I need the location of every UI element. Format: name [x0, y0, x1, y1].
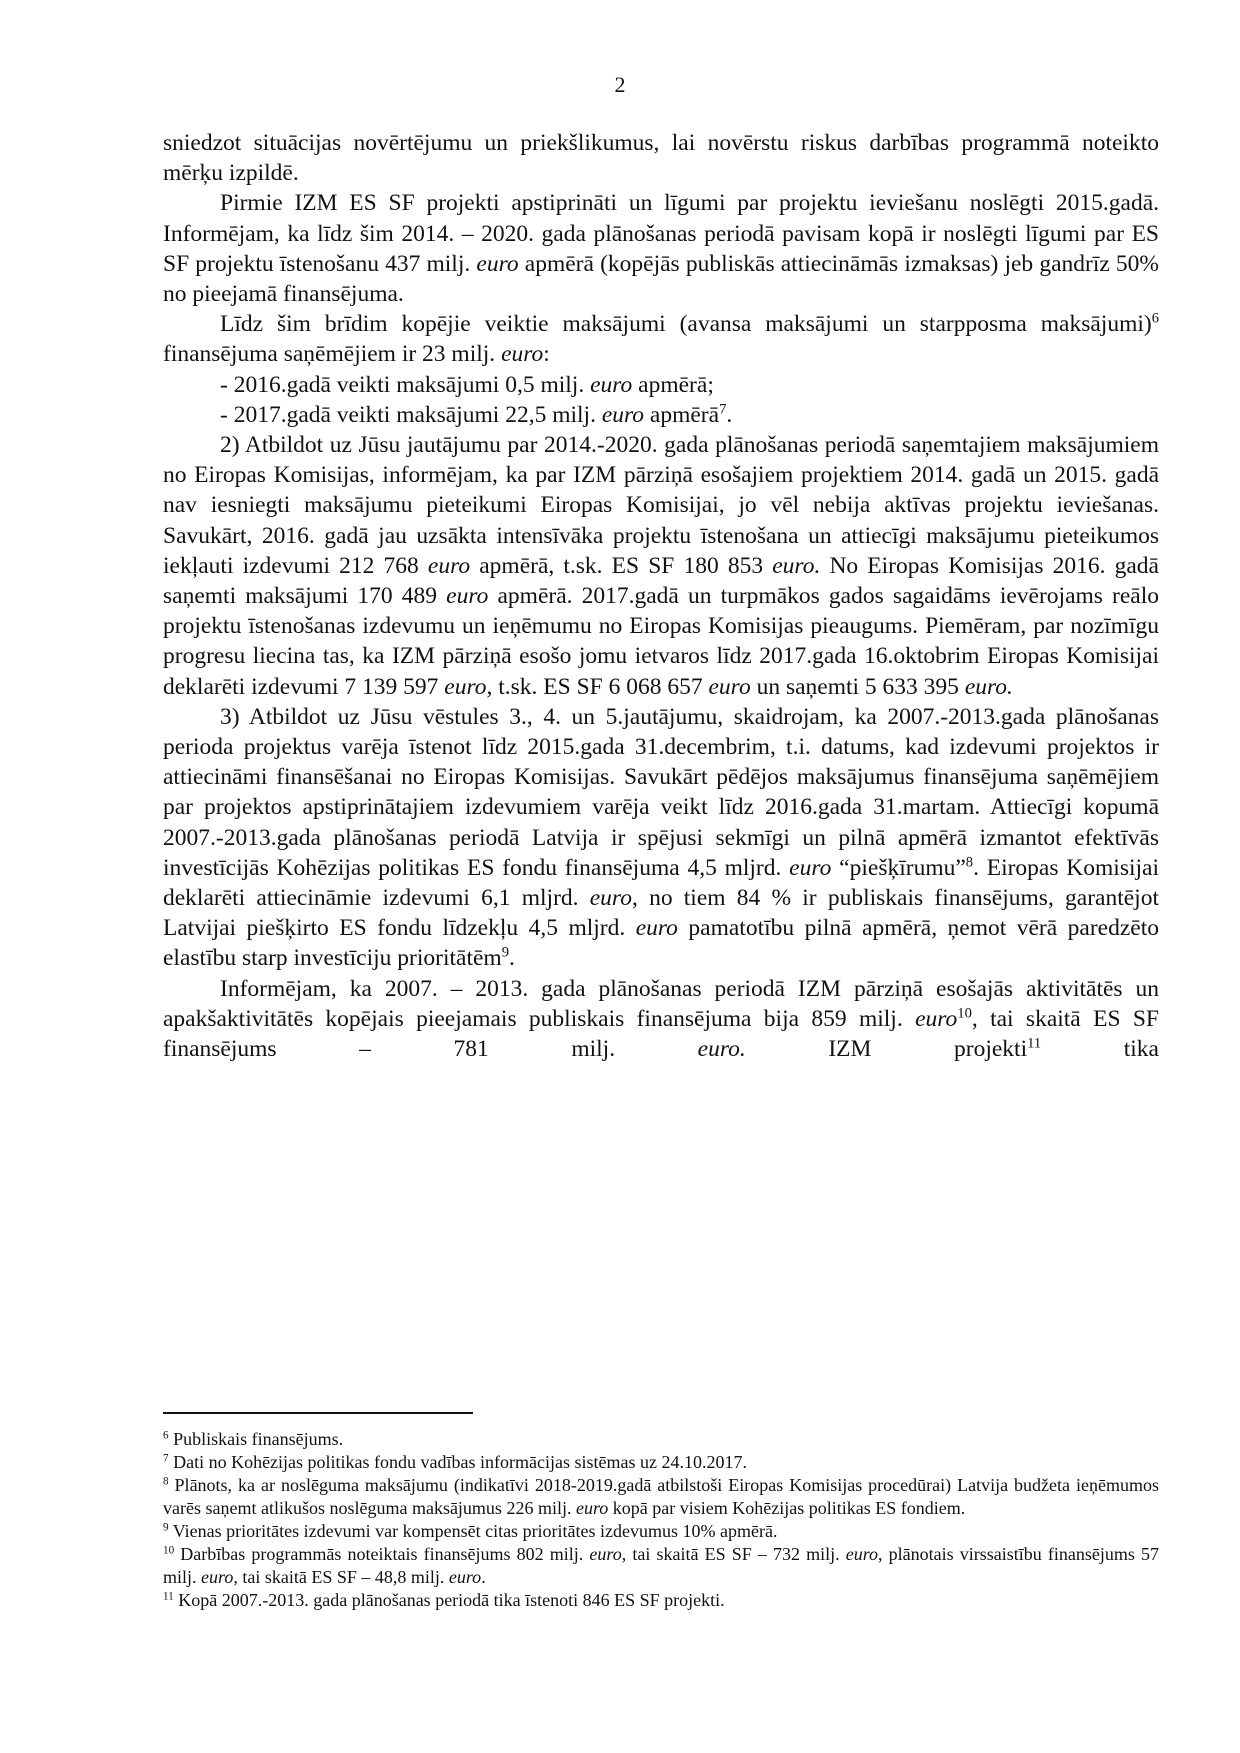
text-run: Līdz šim brīdim kopējie veiktie maksājumi (avansa maksājumi un starpposma maksājumi) — [220, 311, 1152, 338]
text-run: sniedzot situācijas novērtējumu un priekšlikumus, lai novērstu riskus darbības programmā noteikto mērķu izpildē. — [163, 130, 1159, 187]
footnotes — [163, 1428, 1159, 1612]
footnote — [163, 1589, 1159, 1612]
text-run: apmērā — [644, 401, 720, 428]
footnote-ref: 7 — [163, 1452, 169, 1465]
text-run: : — [543, 341, 550, 368]
paragraph — [163, 128, 1159, 188]
paragraph — [163, 430, 1159, 702]
text-run: , tai skaitā ES SF finansējums – 781 milj. — [163, 1005, 1159, 1063]
text-run: euro, — [201, 1567, 238, 1587]
footnote-ref: 10 — [957, 1005, 972, 1022]
text-run: euro — [589, 885, 632, 912]
footnote-ref: 10 — [163, 1544, 175, 1557]
footnote — [163, 1543, 1159, 1589]
text-run: - 2017.gadā veikti maksājumi 22,5 milj. — [220, 401, 602, 428]
text-run: “piešķīrumu” — [831, 854, 966, 881]
text-run: euro — [575, 1498, 609, 1518]
text-run: euro, — [444, 673, 493, 700]
text-run: euro — [501, 341, 544, 368]
paragraph — [163, 188, 1159, 309]
text-run: 2) Atbildot uz Jūsu jautājumu par 2014.-2020. gada plānošanas periodā saņemtajiem maksājumiem no Eiropas Komisijas, informējam, ka par IZM pārziņā esošajiem projektiem 2014. gadā un 2015. gadā nav iesniegti maksājumu pieteikumi Eiropas Komisijai, jo vēl nebija aktīvas projektu ieviešanas. Savukārt, 2016. gadā jau uzsākta intensīvāka projektu īstenošana un attiecīgi maksājumu pieteikumos iekļauti izdevumi 212 768 — [163, 432, 1159, 579]
text-run: euro — [845, 1544, 879, 1564]
text-run: t.sk. ES SF 6 068 657 — [492, 673, 709, 700]
text-run: . — [726, 401, 733, 428]
text-run: euro. — [772, 552, 821, 579]
paragraph — [163, 400, 1159, 430]
footnote — [163, 1428, 1159, 1451]
footnote-ref: 9 — [163, 1521, 169, 1534]
text-run: apmērā (kopējās publiskās attiecināmās izmaksas) jeb gandrīz 50% no pieejamā finansējuma. — [163, 250, 1160, 308]
text-run: euro. — [964, 673, 1013, 700]
text-run: Kopā 2007.-2013. gada plānošanas periodā tika īstenoti 846 ES SF projekti. — [173, 1590, 725, 1610]
document-body — [163, 128, 1159, 1064]
text-run: kopā par visiem Kohēzijas politikas ES fondiem. — [608, 1498, 966, 1518]
text-run: apmērā; — [632, 371, 714, 398]
paragraph — [163, 309, 1159, 369]
text-run: euro — [915, 1005, 958, 1032]
text-run: - 2016.gadā veikti maksājumi 0,5 milj. — [220, 371, 591, 398]
text-run: Publiskais finansējums. — [168, 1429, 344, 1449]
text-run: euro — [601, 401, 645, 428]
text-run: Pirmie IZM ES SF projekti apstiprināti un līgumi par projektu ieviešanu noslēgti 2015.gadā. Informējam, ka līdz šim 2014. – 2020. gada plānošanas periodā pavisam kopā ir noslēgti līgumi par ES SF projektu īstenošanu 437 milj. — [163, 190, 1159, 277]
footnote-ref: 9 — [501, 944, 509, 961]
footnote-ref: 8 — [163, 1475, 169, 1488]
text-run: No Eiropas Komisijas 2016. gadā saņemti maksājumi 170 489 — [163, 552, 1159, 610]
text-run: , plānotais virssaistību finansējums 57 milj. — [163, 1544, 1159, 1587]
text-run: euro — [476, 250, 519, 277]
text-run: tai skaitā ES SF – 48,8 milj. — [237, 1567, 449, 1587]
text-run: euro — [427, 552, 471, 579]
footnote-ref: 6 — [163, 1429, 169, 1442]
footnote-ref: 6 — [1151, 310, 1159, 327]
footnote-ref: 7 — [719, 401, 727, 418]
text-run: pamatotību pilnā apmērā, ņemot vērā paredzēto elastību starp investīciju prioritātēm — [163, 915, 1159, 972]
text-run: . — [481, 1567, 486, 1587]
text-run: . Eiropas Komisijai deklarēti attiecināmie izdevumi 6,1 mljrd. — [163, 854, 1159, 912]
text-run: un saņemti 5 633 395 — [750, 673, 965, 700]
text-run: euro — [589, 1544, 622, 1564]
text-run: Plānots, ka ar noslēguma maksājumu (indikatīvi 2018-2019.gadā atbilstoši Eiropas Komisijas procedūrai) Latvija budžeta ieņēmumos varēs saņemt atlikušos noslēguma maksājumus 226 milj. — [163, 1475, 1159, 1518]
text-run: Vienas prioritātes izdevumi var kompensēt citas prioritātes izdevumus 10% apmērā. — [168, 1521, 778, 1541]
text-run: finansējuma saņēmējiem ir 23 milj. — [163, 341, 502, 368]
footnote-ref: 11 — [163, 1590, 174, 1603]
text-run: euro — [446, 583, 489, 610]
text-run: apmērā, t.sk. ES SF 180 853 — [470, 552, 773, 579]
text-run: Informējam, ka 2007. – 2013. gada plānošanas periodā IZM pārziņā esošajās aktivitātēs un apakšaktivitātēs kopējais pieejamais publiskais finansējuma bija 859 milj. — [163, 975, 1159, 1032]
text-run: Darbības programmās noteiktais finansējums 802 milj. — [174, 1544, 590, 1564]
text-run: 3) Atbildot uz Jūsu vēstules 3., 4. un 5.jautājumu, skaidrojam, ka 2007.-2013.gada plānošanas perioda projektus varēja īstenot līdz 2015.gada 31.decembrim, t.i. datums, kad izdevumi projektos ir attiecināmi finansēšanai no Eiropas Komisijas. Savukārt pēdējos maksājumus finansējuma saņēmējiem par projektos apstiprinātajiem izdevumiem varēja veikt līdz 2016.gada 31.martam. Attiecīgi kopumā 2007.-2013.gada plānošanas periodā Latvija ir spējusi sekmīgi un pilnā apmērā izmantot efektīvās investīcijās Kohēzijas politikas ES fondu finansējuma 4,5 mljrd. — [163, 703, 1159, 881]
text-run: . — [509, 945, 515, 972]
footnote — [163, 1520, 1159, 1543]
text-run: euro — [708, 673, 751, 700]
text-run: euro — [635, 915, 678, 942]
text-run: , tai skaitā ES SF – 732 milj. — [621, 1544, 846, 1564]
text-run: Dati no Kohēzijas politikas fondu vadības informācijas sistēmas uz 24.10.2017. — [168, 1452, 747, 1472]
text-run: euro — [590, 371, 633, 398]
text-run: euro — [789, 854, 832, 881]
text-run: tika — [1041, 1036, 1159, 1063]
footnote — [163, 1474, 1159, 1520]
paragraph — [163, 974, 1159, 1065]
text-run: , no tiem 84 % ir publiskais finansējums, garantējot Latvijai piešķirto ES fondu līdzekļu 4,5 mljrd. — [163, 885, 1159, 942]
footnote — [163, 1451, 1159, 1474]
text-run: euro — [448, 1567, 482, 1587]
text-run: IZM projekti — [745, 1036, 1028, 1063]
page-number: 2 — [614, 72, 626, 97]
footnote-ref: 8 — [965, 854, 974, 871]
footnote-ref: 11 — [1027, 1035, 1042, 1052]
paragraph — [163, 702, 1159, 974]
text-run: euro. — [697, 1036, 746, 1063]
footnote-separator — [163, 1412, 473, 1414]
paragraph — [163, 370, 1159, 400]
text-run: apmērā. 2017.gadā un turpmākos gados sagaidāms ievērojams reālo projektu īstenošanas izdevumu un ieņēmumu no Eiropas Komisijas pieaugums. Piemēram, par nozīmīgu progresu liecina tas, ka IZM pārziņā esošo jomu ietvaros līdz 2017.gada 16.oktobrim Eiropas Komisijai deklarēti izdevumi 7 139 597 — [163, 583, 1159, 700]
